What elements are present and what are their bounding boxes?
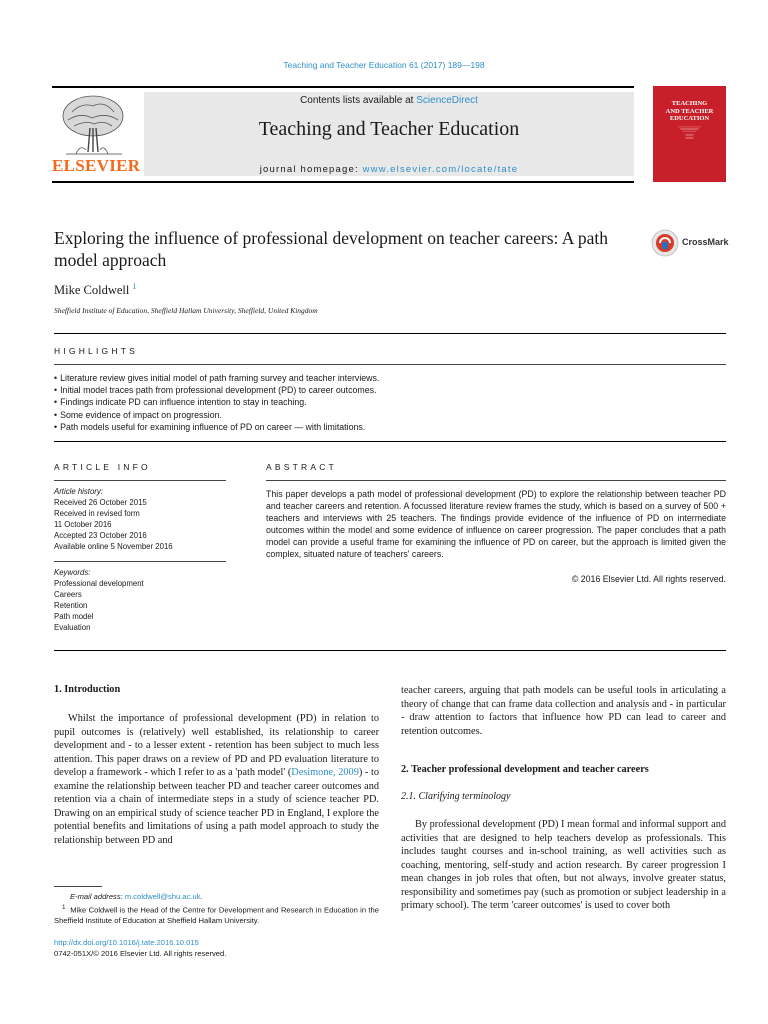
elsevier-wordmark: ELSEVIER <box>52 156 141 175</box>
masthead-bottom-rule <box>52 181 634 183</box>
paragraph-text: Whilst the importance of professional development (PD) in relation to pupil outcomes is (relatively) well established, its relationship to career development and - to a lesser extent - retention has been subject to much less attention. This paper draws on a review of PD and PD evaluation literature to develop a framework - which I refer to as a 'path model' ( <box>54 713 379 779</box>
doi-link[interactable]: http://dx.doi.org/10.1016/j.tate.2016.10.015 <box>54 938 199 947</box>
highlight-item: • Initial model traces path from professional development (PD) to career outcomes. <box>54 384 714 396</box>
email-footnote <box>70 892 203 903</box>
keyword-item: Professional development <box>54 579 144 588</box>
history-line: Received in revised form <box>54 509 140 518</box>
email-link[interactable]: m.coldwell@shu.ac.uk <box>124 892 201 901</box>
article-info-heading: ARTICLE INFO <box>54 462 151 472</box>
author-affiliation: Sheffield Institute of Education, Sheffield Hallam University, Sheffield, United Kingdom <box>54 306 318 315</box>
paragraph-text: ) - to examine the relationship between teacher PD and teacher career outcomes and retention via a chain of intermediate steps in a study of science teacher PD. Drawing on an empirical study of science teacher PD in England, I explore the potential benefits and limitations of using a path model approach to study the relationship between PD and <box>54 767 380 846</box>
front-matter-bottom-rule <box>54 650 726 651</box>
article-history <box>54 486 226 552</box>
highlights-bottom-rule <box>54 441 726 442</box>
section-2-title: 2. Teacher professional development and teacher careers <box>401 764 649 775</box>
footnote-rule <box>54 886 102 887</box>
keyword-item: Path model <box>54 612 94 621</box>
journal-title: Teaching and Teacher Education <box>258 118 520 140</box>
keyword-item: Careers <box>54 590 82 599</box>
highlights-top-rule <box>54 333 726 334</box>
keywords-label: Keywords: <box>54 568 91 577</box>
history-line: 11 October 2016 <box>54 520 112 529</box>
cover-title-line: TEACHING <box>671 100 708 107</box>
section-1-title: 1. Introduction <box>54 684 121 695</box>
masthead-top-rule <box>52 86 634 88</box>
author-footnote <box>54 903 379 927</box>
homepage-link[interactable]: www.elsevier.com/locate/tate <box>362 164 519 175</box>
cover-title <box>653 100 726 123</box>
crossmark-icon <box>651 229 679 257</box>
footnote-mark: 1 <box>62 904 66 911</box>
history-line: Available online 5 November 2016 <box>54 542 173 551</box>
section-2-1-title: 2.1. Clarifying terminology <box>401 791 511 802</box>
article-title: Exploring the influence of professional development on teacher careers: A path model approach <box>54 228 608 270</box>
author-name <box>54 282 136 298</box>
abstract-text: This paper develops a path model of professional development (PD) to explore the relationship between teacher PD and teacher careers and retention. A focussed literature review frames the study, which is based on a survey of 500 + teachers and interviews with 25 teachers. The findings provide evidence of the influence of PD on intermediate outcomes within the model and some evidence of influence on career progression. The paper concludes that a path model can provide a useful frame for examining the influence of PD on career, but the approach is limited given the complex, situated nature of teachers' careers. <box>266 489 726 559</box>
section-2-1-paragraph: By professional development (PD) I mean formal and informal support and activities that are designed to help teachers develop as professionals. This includes taught courses and in-school training, as well activities such as coaching, mentoring, self-study and action research. By career progression I mean changes in job roles that often, but not always, involve greater status, responsibility and sometimes pay (such as promotion or subject leadership in a primary school). The term 'career outcomes' is used to cover both <box>401 819 726 912</box>
abstract-copyright: © 2016 Elsevier Ltd. All rights reserved. <box>571 574 726 584</box>
author-text: Mike Coldwell <box>54 283 130 298</box>
highlights-heading: HIGHLIGHTS <box>54 346 138 356</box>
journal-cover-thumbnail[interactable] <box>653 86 726 182</box>
author-footnote-mark[interactable]: 1 <box>132 282 137 291</box>
history-line: Received 26 October 2015 <box>54 498 147 507</box>
keywords-block <box>54 567 226 633</box>
article-info-rule <box>54 480 226 481</box>
journal-info-box <box>144 92 634 176</box>
article-history-label: Article history: <box>54 487 103 496</box>
email-end: . <box>200 892 203 901</box>
citation-link[interactable]: Desimone, 2009 <box>291 767 359 779</box>
homepage-prefix: journal homepage: <box>259 164 363 175</box>
abstract-rule <box>266 480 726 481</box>
highlight-item: • Some evidence of impact on progression. <box>54 409 714 421</box>
crossmark-badge[interactable] <box>651 229 731 259</box>
highlight-item: • Findings indicate PD can influence intention to stay in teaching. <box>54 396 714 408</box>
cover-title-line: AND TEACHER <box>665 107 714 115</box>
keyword-item: Retention <box>54 601 88 610</box>
highlight-item: • Path models useful for examining influence of PD on career — with limitations. <box>54 421 714 433</box>
section-1-paragraph <box>54 712 379 847</box>
sciencedirect-link[interactable]: ScienceDirect <box>416 95 478 106</box>
footnote-text: Mike Coldwell is the Head of the Centre for Development and Research in Education in the Sheffield Institute of Education at Sheffield Hallam University. <box>54 905 379 926</box>
journal-homepage <box>144 164 634 175</box>
column-2-paragraph: teacher careers, arguing that path models can be useful tools in articulating a theory of change that can frame data collection and analysis and - in particular - draw attention to factors that influence how PD can lead to career and retention outcomes. <box>401 685 726 737</box>
contents-availability <box>144 95 634 106</box>
crossmark-label: CrossMark <box>682 237 729 247</box>
keyword-item: Evaluation <box>54 623 91 632</box>
elsevier-tree-icon <box>52 92 134 162</box>
issn-line: 0742-051X/© 2016 Elsevier Ltd. All rights reserved. <box>54 949 227 958</box>
cover-decoration <box>661 126 718 140</box>
email-label: E-mail address: <box>70 892 125 901</box>
cover-title-line: EDUCATION <box>669 115 710 122</box>
history-line: Accepted 23 October 2016 <box>54 531 147 540</box>
contents-prefix: Contents lists available at <box>300 95 417 106</box>
journal-citation[interactable]: Teaching and Teacher Education 61 (2017) 189—198 <box>283 60 485 70</box>
abstract-heading: ABSTRACT <box>266 462 337 472</box>
highlights-list <box>54 372 714 433</box>
highlight-item: • Literature review gives initial model of path framing survey and teacher interviews. <box>54 372 714 384</box>
elsevier-logo[interactable] <box>52 92 141 178</box>
highlights-rule <box>54 364 726 365</box>
keywords-rule <box>54 561 226 562</box>
journal-masthead <box>52 86 714 182</box>
